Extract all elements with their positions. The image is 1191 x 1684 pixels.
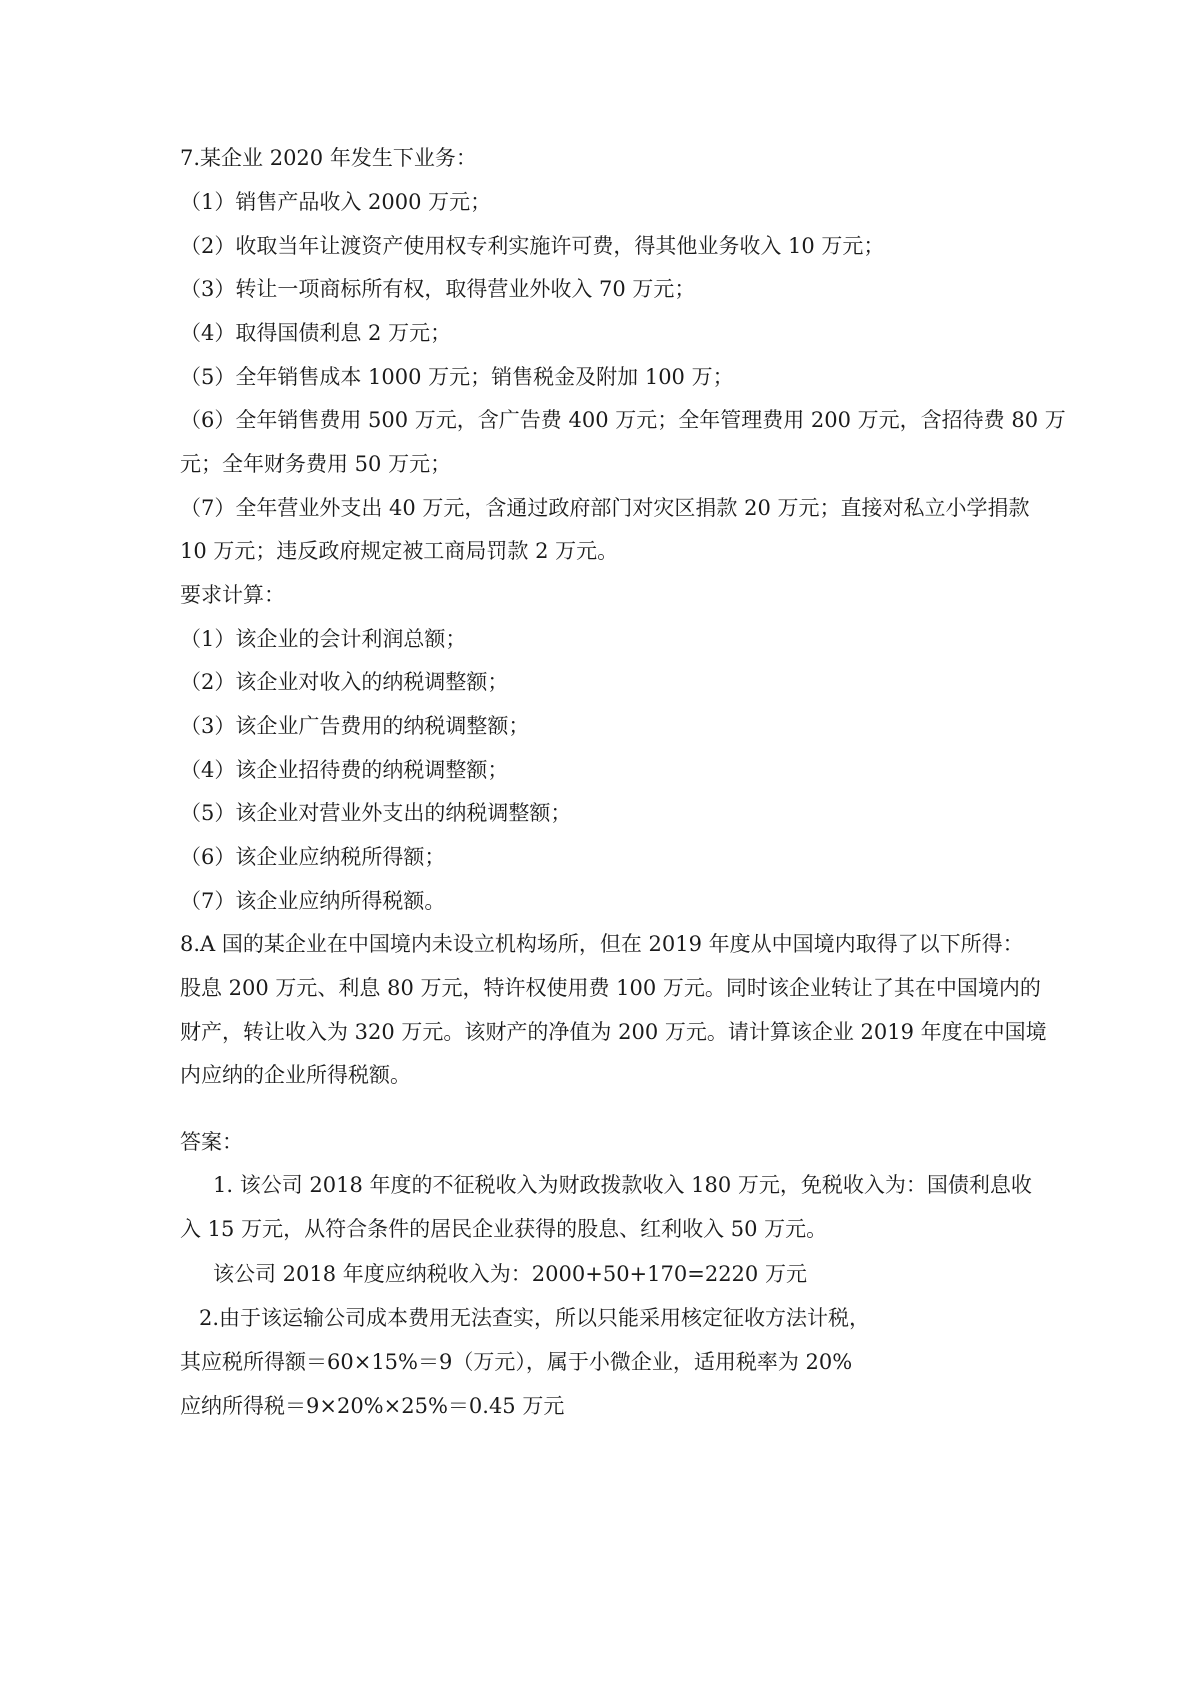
question7-title: 7.某企业 2020 年发生下业务：: [180, 146, 477, 170]
answer2-line: 其应税所得额＝60×15%＝9（万元），属于小微企业，适用税率为 20%: [180, 1350, 853, 1374]
requirement-item: （4）该企业招待费的纳税调整额；: [180, 758, 509, 782]
answer2-line: 2.由于该运输公司成本费用无法查实，所以只能采用核定征收方法计税，: [199, 1306, 871, 1330]
requirement-item: （5）该企业对营业外支出的纳税调整额；: [180, 801, 572, 825]
requirement-item: （7）该企业应纳所得税额。: [180, 889, 446, 913]
question7-item: （3）转让一项商标所有权，取得营业外收入 70 万元；: [180, 277, 696, 301]
question8-line: 内应纳的企业所得税额。: [180, 1063, 411, 1087]
requirement-item: （2）该企业对收入的纳税调整额；: [180, 670, 509, 694]
question7-item: （1）销售产品收入 2000 万元；: [180, 190, 492, 214]
question7-item: （5）全年销售成本 1000 万元；销售税金及附加 100 万；: [180, 365, 734, 389]
question7-item: （4）取得国债利息 2 万元；: [180, 321, 452, 345]
answer1-line: 1. 该公司 2018 年度的不征税收入为财政拨款收入 180 万元，免税收入为：国债利息收: [213, 1173, 1032, 1197]
question8-line: 8.A 国的某企业在中国境内未设立机构场所，但在 2019 年度从中国境内取得了以下所得：: [180, 932, 1024, 956]
requirement-item: （3）该企业广告费用的纳税调整额；: [180, 714, 530, 738]
question7-item: （6）全年销售费用 500 万元，含广告费 400 万元；全年管理费用 200 万元，含招待费 80 万: [180, 408, 1066, 432]
question7-item: 元；全年财务费用 50 万元；: [180, 452, 452, 476]
answer1-line: 该公司 2018 年度应纳税收入为：2000+50+170=2220 万元: [213, 1262, 807, 1286]
question7-item: （7）全年营业外支出 40 万元，含通过政府部门对灾区捐款 20 万元；直接对私立小学捐款: [180, 496, 1030, 520]
requirement-label: 要求计算：: [180, 583, 285, 607]
requirement-item: （1）该企业的会计利润总额；: [180, 627, 467, 651]
answer2-line: 应纳所得税＝9×20%×25%＝0.45 万元: [180, 1394, 565, 1418]
question7-item: （2）收取当年让渡资产使用权专利实施许可费，得其他业务收入 10 万元；: [180, 234, 885, 258]
requirement-item: （6）该企业应纳税所得额；: [180, 845, 446, 869]
answer1-line: 入 15 万元，从符合条件的居民企业获得的股息、红利收入 50 万元。: [180, 1217, 828, 1241]
answers-label: 答案：: [180, 1130, 243, 1154]
question8-line: 股息 200 万元、利息 80 万元，特许权使用费 100 万元。同时该企业转让了其在中国境内的: [180, 976, 1041, 1000]
question8-line: 财产，转让收入为 320 万元。该财产的净值为 200 万元。请计算该企业 2019 年度在中国境: [180, 1020, 1047, 1044]
question7-item: 10 万元；违反政府规定被工商局罚款 2 万元。: [180, 539, 619, 563]
